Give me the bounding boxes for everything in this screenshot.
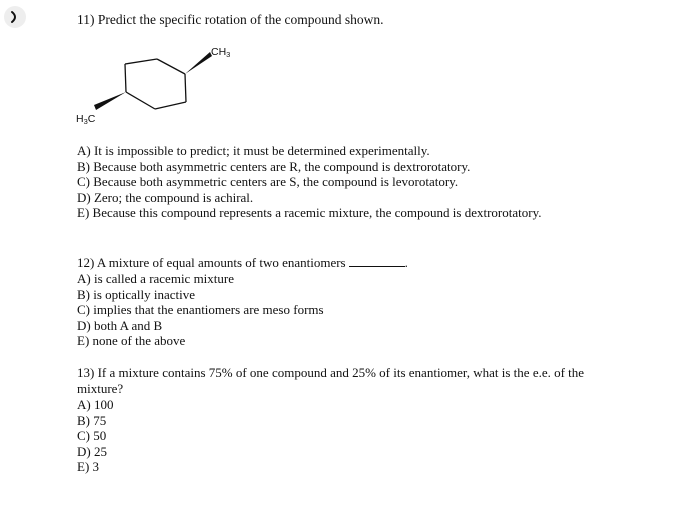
question-11-options <box>77 143 541 221</box>
option-13-c: C) 50 <box>77 428 107 444</box>
option-11-d: D) Zero; the compound is achiral. <box>77 189 254 205</box>
question-13-prompt-line-2: mixture? <box>77 381 124 396</box>
option-12-d: D) both A and B <box>77 317 163 333</box>
option-13-e: E) 3 <box>77 459 100 475</box>
wedge-bond-left <box>94 92 126 110</box>
chevron-icon <box>4 6 26 28</box>
question-13-options <box>77 397 113 475</box>
option-11-e: E) Because this compound represents a racemic mixture, the compound is dextrorotatory. <box>77 205 542 221</box>
answer-blank <box>349 255 405 267</box>
question-13-prompt-line-1: 13) If a mixture contains 75% of one compound and 25% of its enantiomer, what is the e.e. of the <box>77 365 585 380</box>
option-11-c: C) Because both asymmetric centers are S, the compound is levorotatory. <box>77 174 459 190</box>
question-12-text: 12) A mixture of equal amounts of two enantiomers <box>77 255 346 270</box>
collapse-toggle-button[interactable] <box>4 6 26 28</box>
question-11-prompt: 11) Predict the specific rotation of the compound shown. <box>77 12 384 27</box>
option-12-e: E) none of the above <box>77 333 186 349</box>
option-13-d: D) 25 <box>77 443 107 459</box>
cyclohexane-ring <box>125 59 186 109</box>
option-11-a: A) It is impossible to predict; it must be determined experimentally. <box>77 143 430 158</box>
option-13-a: A) 100 <box>77 397 114 412</box>
methylcyclohexane-structure <box>70 38 260 133</box>
question-12-period: . <box>404 255 408 270</box>
question-12-prompt <box>77 255 408 271</box>
option-12-b: B) is optically inactive <box>77 286 196 302</box>
methyl-group-top: CH3 <box>211 46 231 59</box>
option-11-b: B) Because both asymmetric centers are R, the compound is dextrorotatory. <box>77 158 471 174</box>
wedge-bond-top <box>185 52 212 74</box>
question-12-options <box>77 271 324 349</box>
methyl-group-left: H3C <box>76 113 96 126</box>
option-12-a: A) is called a racemic mixture <box>77 271 235 286</box>
option-13-b: B) 75 <box>77 412 107 428</box>
option-12-c: C) implies that the enantiomers are meso forms <box>77 302 324 318</box>
